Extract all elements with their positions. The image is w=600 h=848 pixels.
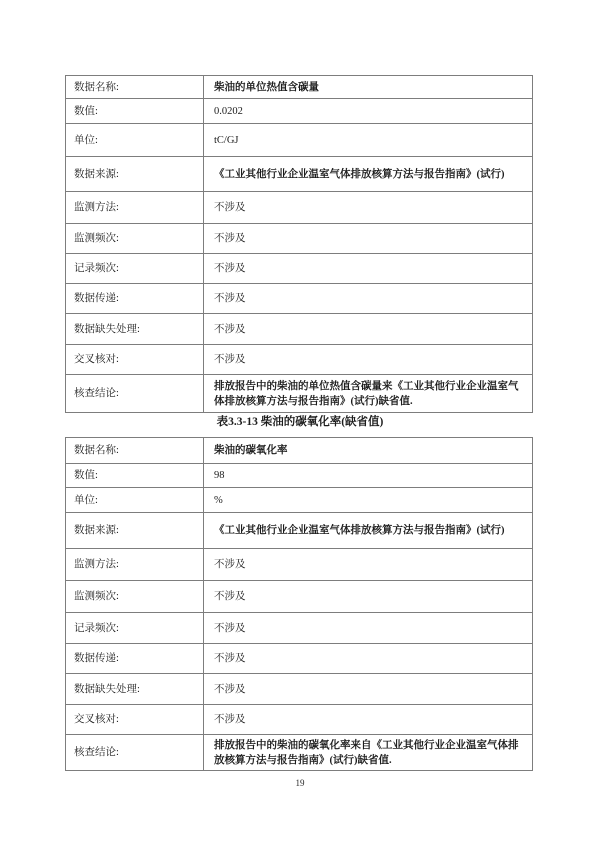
row-value: 不涉及 [214,683,246,695]
table-row [66,549,532,581]
row-value: 不涉及 [214,233,246,244]
row-label: 数据名称: [66,438,204,463]
row-value: 不涉及 [214,559,246,570]
row-label: 核查结论: [66,375,204,412]
table-row [66,76,532,99]
table-row [66,99,532,124]
row-label: 监测方法: [66,549,204,580]
table-row [66,254,532,284]
row-value: 排放报告中的柴油的碳氧化率来自《工业其他行业企业温室气体排放核算方法与报告指南》(试行)缺省值. [214,739,519,766]
table-row [66,345,532,375]
row-label: 数据缺失处理: [66,314,204,344]
row-value: 不涉及 [214,354,246,365]
row-label: 单位: [66,488,204,512]
row-value: 0.0202 [214,105,243,117]
row-label: 交叉核对: [66,705,204,734]
row-value: 不涉及 [214,293,246,304]
row-label: 记录频次: [66,254,204,283]
row-value: 柴油的单位热值含碳量 [214,81,319,93]
row-label: 监测方法: [66,192,204,223]
table-row [66,224,532,254]
table-row [66,192,532,224]
row-label: 监测频次: [66,224,204,253]
table-row [66,488,532,513]
table-row [66,644,532,674]
row-value: 排放报告中的柴油的单位热值含碳量来《工业其他行业企业温室气体排放核算方法与报告指南》(试行)缺省值. [214,380,519,407]
parameter-table-diesel-carbon-content [65,75,533,413]
row-value: 不涉及 [214,323,246,335]
row-value: 不涉及 [214,591,246,602]
row-label: 单位: [66,124,204,156]
row-value: 不涉及 [214,263,246,274]
table-row [66,581,532,613]
table-row [66,705,532,735]
row-value: 《工业其他行业企业温室气体排放核算方法与报告指南》(试行) [214,168,505,180]
row-label: 交叉核对: [66,345,204,374]
row-label: 数据传递: [66,644,204,673]
row-label: 数值: [66,464,204,487]
table-row [66,375,532,412]
row-label: 监测频次: [66,581,204,612]
row-value: tC/GJ [214,134,239,146]
row-value: 不涉及 [214,202,246,213]
row-value: 98 [214,470,225,481]
row-label: 数据名称: [66,76,204,98]
table-row [66,674,532,705]
table-row [66,284,532,314]
table-row [66,438,532,464]
row-label: 数据来源: [66,513,204,548]
parameter-table-diesel-oxidation-rate [65,437,533,771]
table-caption: 表3.3-13 柴油的碳氧化率(缺省值) [216,416,384,428]
table-row [66,124,532,157]
row-label: 数据缺失处理: [66,674,204,704]
table-row [66,513,532,549]
page-number: 19 [295,778,305,788]
table-row [66,613,532,644]
row-value: 不涉及 [214,714,246,725]
row-value: 不涉及 [214,622,246,634]
row-value: % [214,494,223,506]
table-row [66,157,532,192]
row-value: 不涉及 [214,653,246,664]
row-label: 数据传递: [66,284,204,313]
table-row [66,314,532,345]
row-label: 数值: [66,99,204,123]
row-label: 核查结论: [66,735,204,770]
row-label: 数据来源: [66,157,204,191]
table-row [66,464,532,488]
row-value: 柴油的碳氧化率 [214,445,288,456]
row-label: 记录频次: [66,613,204,643]
row-value: 《工业其他行业企业温室气体排放核算方法与报告指南》(试行) [214,525,505,536]
table-row [66,735,532,770]
